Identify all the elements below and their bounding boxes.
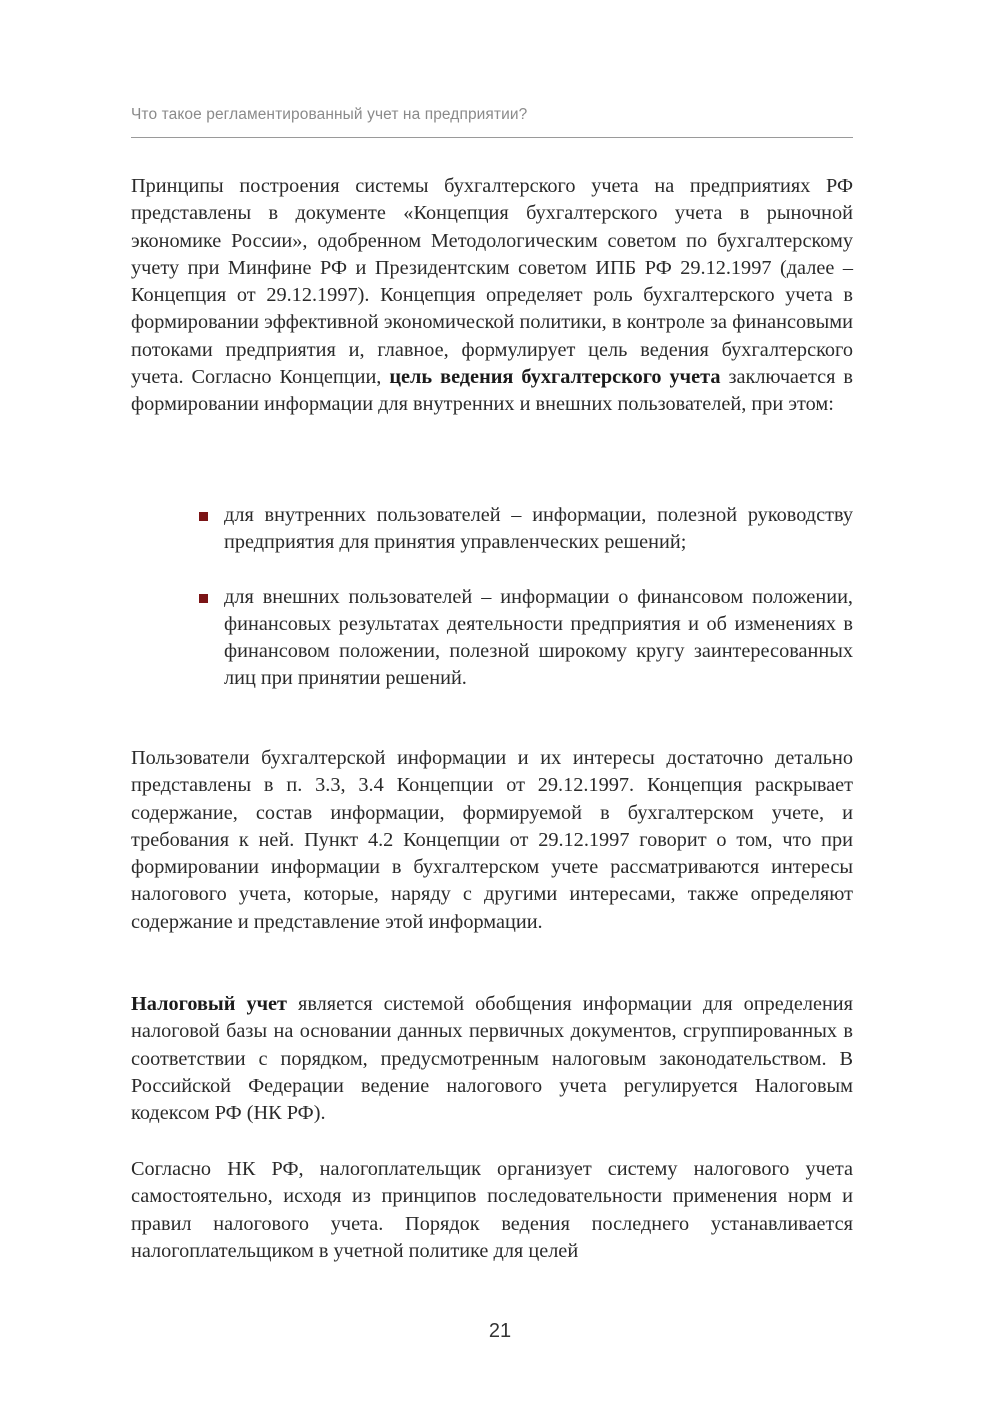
square-bullet-icon (199, 594, 208, 603)
bold-term-tax-accounting: Налоговый учет (131, 993, 287, 1015)
paragraph-text: является системой обобщения информации для определения налоговой базы на основании данных первичных документов, сгруппированных в соответствии с порядком, предусмотренным налоговым законодательством. В Российской Федерации ведение налогового учета регулируется Налоговым кодексом РФ (НК РФ). (131, 993, 853, 1125)
list-item-external-users (196, 584, 853, 693)
running-header-title: Что такое регламентированный учет на предприятии? (131, 106, 528, 123)
list-item-text: для внутренних пользователей – информации, полезной руководству предприятия для принятия управленческих решений; (224, 504, 853, 554)
paragraph-tax-accounting (131, 991, 853, 1127)
paragraph-information-users: Пользователи бухгалтерской информации и их интересы достаточно детально представлены в п. 3.3, 3.4 Концепции от 29.12.1997. Концепция раскрывает содержание, состав информации, формируемой в бухгалтерском учете, и требования к ней. Пункт 4.2 Концепции от 29.12.1997 говорит о том, что при формировании информации в бухгалтерском учете рассматриваются интересы налогового учета, которые, наряду с другими интересами, также определяют содержание и представление этой информации. (131, 747, 853, 933)
list-item-internal-users (196, 502, 853, 557)
paragraph-text: заключается в формировании информации для внутренних и внешних пользователей, при этом: (131, 366, 854, 416)
paragraph-accounting-principles (131, 173, 853, 419)
page-number: 21 (488, 1320, 512, 1342)
user-types-list (196, 502, 853, 693)
square-bullet-icon (199, 512, 208, 521)
bold-term-accounting-goal: цель ведения бухгалтерского учета (389, 366, 721, 389)
header-divider (131, 137, 853, 138)
list-item-text: для внешних пользователей – информации о финансовом положении, финансовых результатах деятельности предприятия и об изменениях в финансовом положении, полезной широкому кругу заинтересованных лиц при принятии решений. (224, 585, 853, 690)
paragraph-tax-code: Согласно НК РФ, налогоплательщик организует систему налогового учета самостоятельно, исходя из принципов последовательности применения норм и правил налогового учета. Порядок ведения последнего устанавливается налогоплательщиком в учетной политике для целей (131, 1158, 853, 1262)
paragraph-text: Принципы построения системы бухгалтерского учета на предприятиях РФ представлены в документе «Концепция бухгалтерского учета в рыночной экономике России», одобренном Методологическим советом по бухгалтерскому учету при Минфине РФ и Президентским советом ИПБ РФ 29.12.1997 (далее – Концепция от 29.12.1997). Концепция определяет роль бухгалтерского учета в формировании эффективной экономической политики, в контроле за финансовыми потоками предприятия и, главное, формулирует цель ведения бухгалтерского учета. Согласно Концепции, (131, 175, 853, 389)
